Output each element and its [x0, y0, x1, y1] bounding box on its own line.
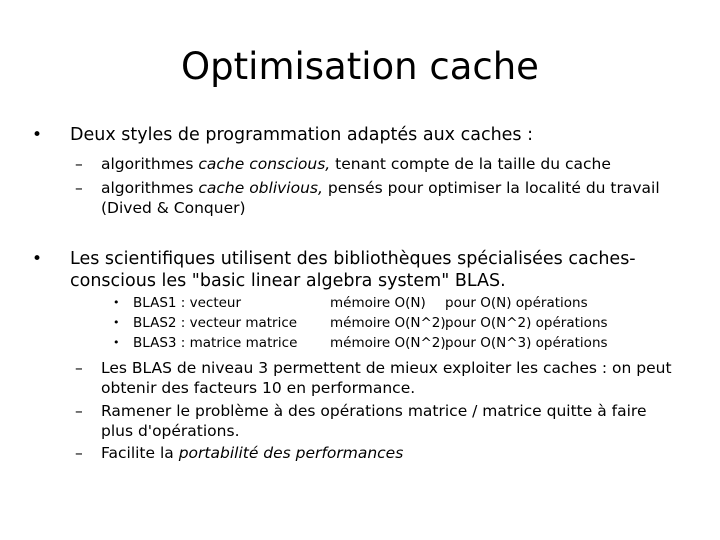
dash-icon: –: [75, 155, 83, 173]
bullet-blas-libraries: [32, 248, 670, 292]
slide-title: Optimisation cache: [181, 45, 539, 88]
sub-bullet-pre: Facilite la: [101, 444, 179, 462]
sub-bullet-text: Les BLAS de niveau 3 permettent de mieux exploiter les caches : on peut obtenir des facteurs 10 en performance.: [101, 359, 672, 397]
blas-operations: pour O(N^2) opérations: [445, 315, 608, 331]
blas-memory: mémoire O(N^2): [330, 315, 446, 331]
bullet-text: Les scientifiques utilisent des bibliothèques spécialisées caches-conscious les "basic linear algebra system" BLAS.: [70, 249, 636, 291]
bullet-dot-icon: •: [113, 296, 120, 309]
dash-icon: –: [75, 402, 83, 420]
sub-bullet-text: Ramener le problème à des opérations matrice / matrice quitte à faire plus d'opérations.: [101, 402, 647, 440]
blas-level-name: BLAS1 : vecteur: [133, 295, 242, 311]
sub-bullet-emphasis: portabilité des performances: [178, 444, 404, 462]
blas-operations: pour O(N) opérations: [445, 295, 588, 311]
sub-bullet-pre: algorithmes: [101, 155, 199, 173]
dash-icon: –: [75, 359, 83, 377]
bullet-programming-styles: [32, 124, 670, 146]
blas-memory: mémoire O(N^2): [330, 335, 446, 351]
blas-level-name: BLAS2 : vecteur matrice: [133, 315, 298, 331]
dash-icon: –: [75, 444, 83, 462]
blas-operations: pour O(N^3) opérations: [445, 335, 608, 351]
bullet-dot-icon: •: [113, 316, 120, 329]
sub-bullet-emphasis: cache oblivious,: [198, 179, 323, 197]
dash-icon: –: [75, 179, 83, 197]
sub-bullet-post: pensés pour optimiser la localité du travail (Dived & Conquer): [101, 179, 660, 217]
blas-level-name: BLAS3 : matrice matrice: [133, 335, 298, 351]
blas-memory: mémoire O(N): [330, 295, 426, 311]
bullet-dot-icon: •: [32, 249, 43, 269]
bullet-text: Deux styles de programmation adaptés aux caches :: [70, 125, 533, 145]
sub-bullet-post: tenant compte de la taille du cache: [330, 155, 611, 173]
sub-bullet-emphasis: cache conscious,: [198, 155, 331, 173]
sub-bullet-cache-conscious: [75, 154, 676, 174]
sub-bullet-blas-level3: [75, 358, 676, 398]
bullet-dot-icon: •: [113, 336, 120, 349]
bullet-dot-icon: •: [32, 125, 43, 145]
sub-bullet-portability: [75, 443, 676, 463]
sub-bullet-pre: algorithmes: [101, 179, 199, 197]
sub-bullet-cache-oblivious: [75, 178, 676, 218]
sub-bullet-matrix-operations: [75, 401, 676, 441]
